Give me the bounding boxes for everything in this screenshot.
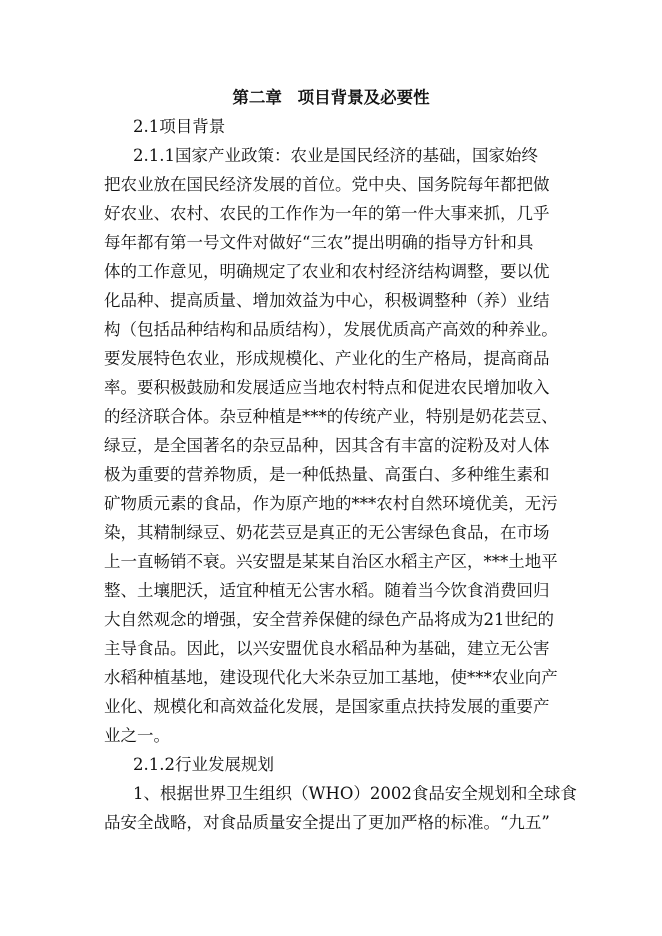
paragraph-line: 化品种、提高质量、增加效益为中心，积极调整种（养）业结 bbox=[104, 291, 550, 310]
paragraph-line: 品安全战略，对食品质量安全提出了更加严格的标准。“九五” bbox=[104, 813, 550, 832]
section-heading: 2.1项目背景 bbox=[133, 117, 226, 136]
paragraph-line: 水稻种植基地，建设现代化大米杂豆加工基地，使***农业向产 bbox=[104, 668, 558, 687]
paragraph-line: 率。要积极鼓励和发展适应当地农村特点和促进农民增加收入 bbox=[104, 378, 550, 397]
paragraph-line: 好农业、农村、农民的工作作为一年的第一件大事来抓，几乎 bbox=[104, 204, 550, 223]
paragraph-line: 极为重要的营养物质，是一种低热量、高蛋白、多种维生素和 bbox=[104, 465, 550, 484]
paragraph-line: 2.1.1国家产业政策：农业是国民经济的基础，国家始终 bbox=[133, 146, 538, 165]
chapter-title: 第二章 项目背景及必要性 bbox=[232, 88, 430, 107]
paragraph-line: 把农业放在国民经济发展的首位。党中央、国务院每年都把做 bbox=[104, 175, 550, 194]
section-heading: 2.1.2行业发展规划 bbox=[133, 755, 274, 774]
paragraph-line: 上一直畅销不衰。兴安盟是某某自治区水稻主产区，***土地平 bbox=[104, 552, 558, 571]
paragraph-line: 体的工作意见，明确规定了农业和农村经济结构调整，要以优 bbox=[104, 262, 550, 281]
paragraph-line: 业之一。 bbox=[104, 726, 170, 745]
paragraph-line: 业化、规模化和高效益化发展，是国家重点扶持发展的重要产 bbox=[104, 697, 550, 716]
paragraph-line: 染，其精制绿豆、奶花芸豆是真正的无公害绿色食品，在市场 bbox=[104, 523, 550, 542]
paragraph-line: 1、根据世界卫生组织（WHO）2002食品安全规划和全球食 bbox=[133, 784, 577, 803]
paragraph-line: 绿豆，是全国著名的杂豆品种，因其含有丰富的淀粉及对人体 bbox=[104, 436, 550, 455]
paragraph-line: 整、土壤肥沃，适宜种植无公害水稻。随着当今饮食消费回归 bbox=[104, 581, 550, 600]
paragraph-line: 大自然观念的增强，安全营养保健的绿色产品将成为21世纪的 bbox=[104, 610, 554, 629]
paragraph-line: 矿物质元素的食品，作为原产地的***农村自然环境优美，无污 bbox=[104, 494, 558, 513]
paragraph-line: 每年都有第一号文件对做好“三农”提出明确的指导方针和具 bbox=[104, 233, 534, 252]
paragraph-line: 构（包括品种结构和品质结构），发展优质高产高效的种养业。 bbox=[104, 320, 558, 339]
paragraph-line: 主导食品。因此，以兴安盟优良水稻品种为基础，建立无公害 bbox=[104, 639, 550, 658]
paragraph-line: 要发展特色农业，形成规模化、产业化的生产格局，提高商品 bbox=[104, 349, 550, 368]
paragraph-line: 的经济联合体。杂豆种植是***的传统产业，特别是奶花芸豆、 bbox=[104, 407, 558, 426]
